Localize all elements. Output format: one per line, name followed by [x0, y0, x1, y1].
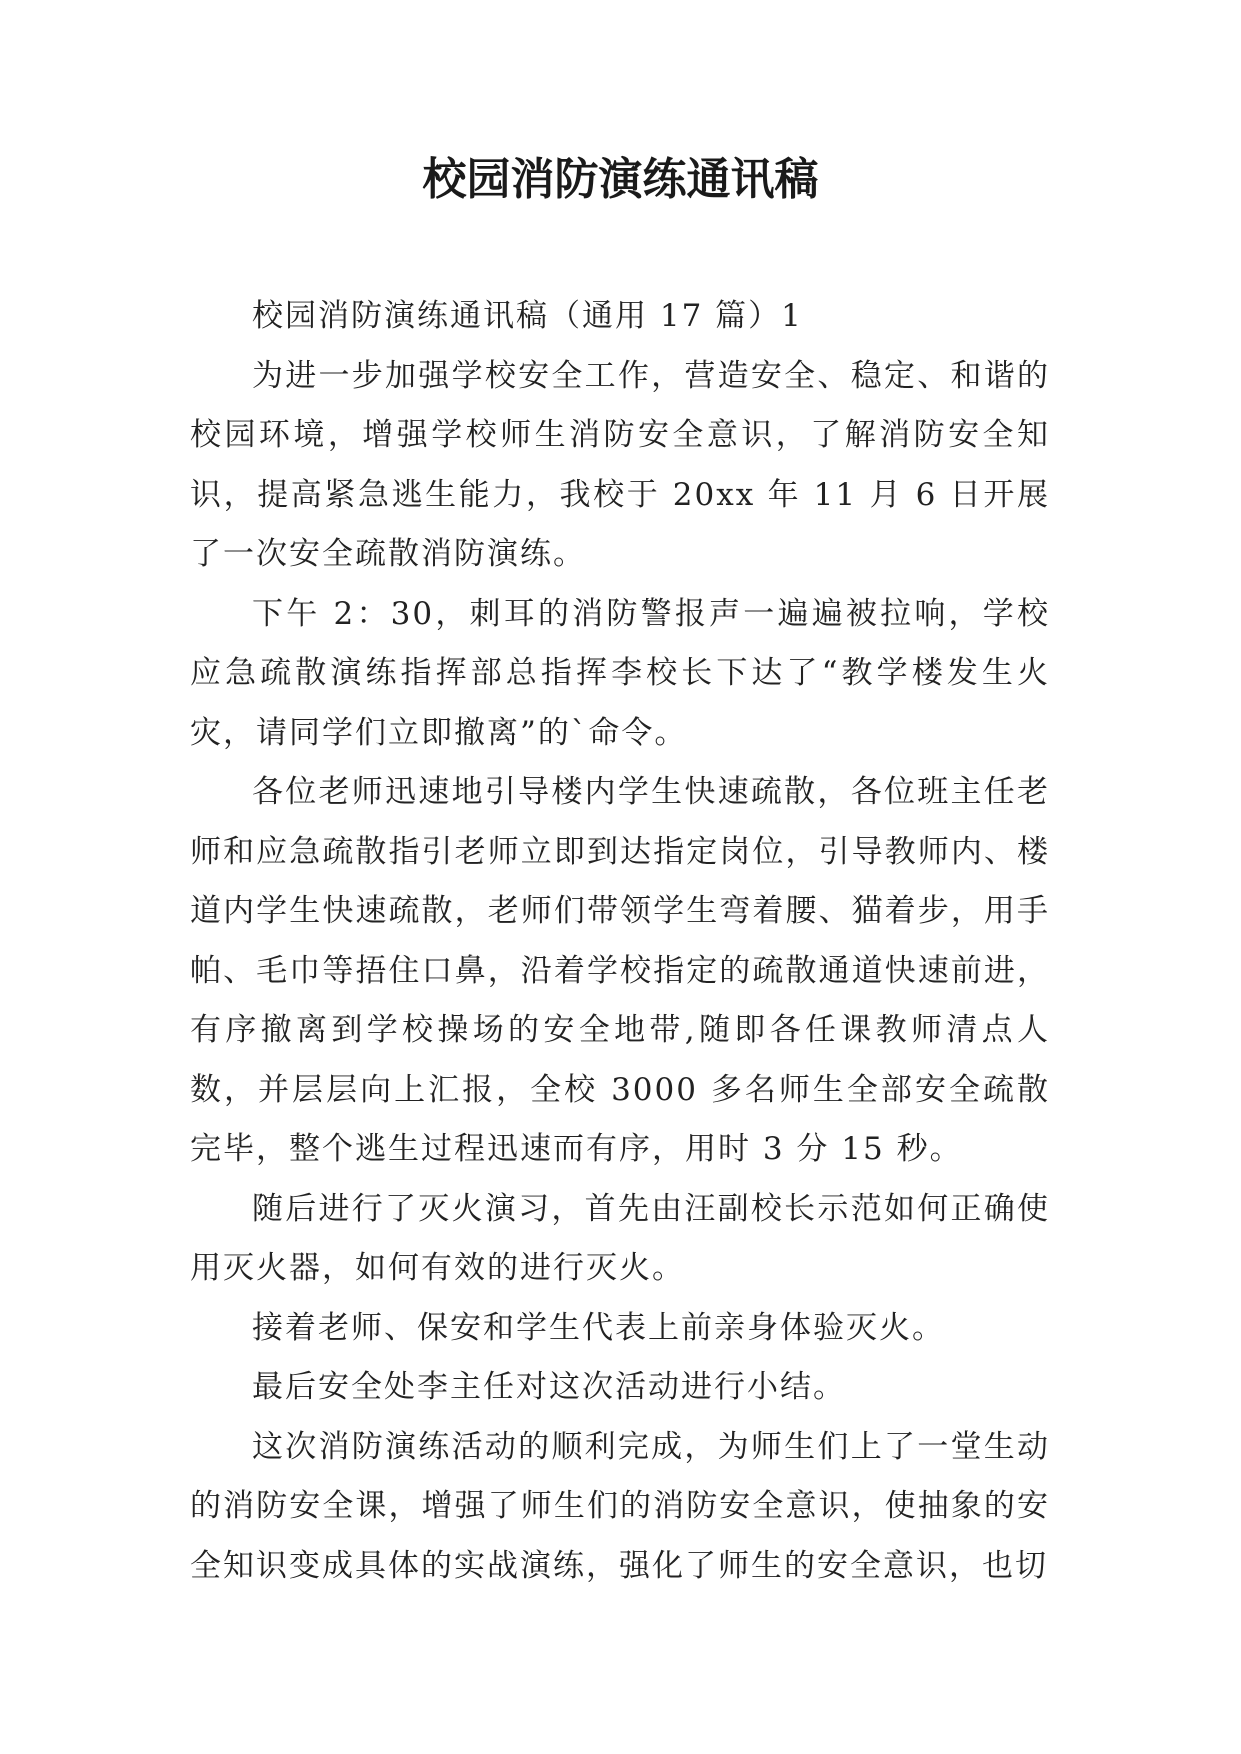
paragraph-alarm: 下午 2：30，刺耳的消防警报声一遍遍被拉响，学校应急疏散演练指挥部总指挥李校长下达了“教学楼发生火灾，请同学们立即撤离”的`命令。	[190, 595, 1050, 751]
paragraph-conclusion: 这次消防演练活动的顺利完成，为师生们上了一堂生动的消防安全课，增强了师生们的消防安全意识，使抽象的安全知识变成具体的实战演练，强化了师生的安全意识，也切	[190, 1428, 1050, 1584]
paragraph-summary: 最后安全处李主任对这次活动进行小结。	[252, 1369, 846, 1405]
paragraph-experience: 接着老师、保安和学生代表上前亲身体验灭火。	[252, 1309, 945, 1346]
document-body	[190, 287, 1050, 1596]
paragraph-subtitle: 校园消防演练通讯稿（通用 17 篇）1	[252, 298, 803, 334]
paragraph-intro: 为进一步加强学校安全工作，营造安全、稳定、和谐的校园环境，增强学校师生消防安全意识，了解消防安全知识，提高紧急逃生能力，我校于 20xx 年 11 月 6 日开展了一次安全疏散消防演练。	[190, 357, 1050, 572]
paragraph-evacuation: 各位老师迅速地引导楼内学生快速疏散，各位班主任老师和应急疏散指引老师立即到达指定岗位，引导教师内、楼道内学生快速疏散，老师们带领学生弯着腰、猫着步，用手帕、毛巾等捂住口鼻，沿着学校指定的疏散通道快速前进，有序撤离到学校操场的安全地带,随即各任课教师清点人数，并层层向上汇报，全校 3000 多名师生全部安全疏散完毕，整个逃生过程迅速而有序，用时 3 分 15 秒。	[190, 774, 1050, 1167]
document-title: 校园消防演练通讯稿	[422, 154, 819, 205]
paragraph-fire-drill: 随后进行了灭火演习，首先由汪副校长示范如何正确使用灭火器，如何有效的进行灭火。	[190, 1190, 1050, 1286]
